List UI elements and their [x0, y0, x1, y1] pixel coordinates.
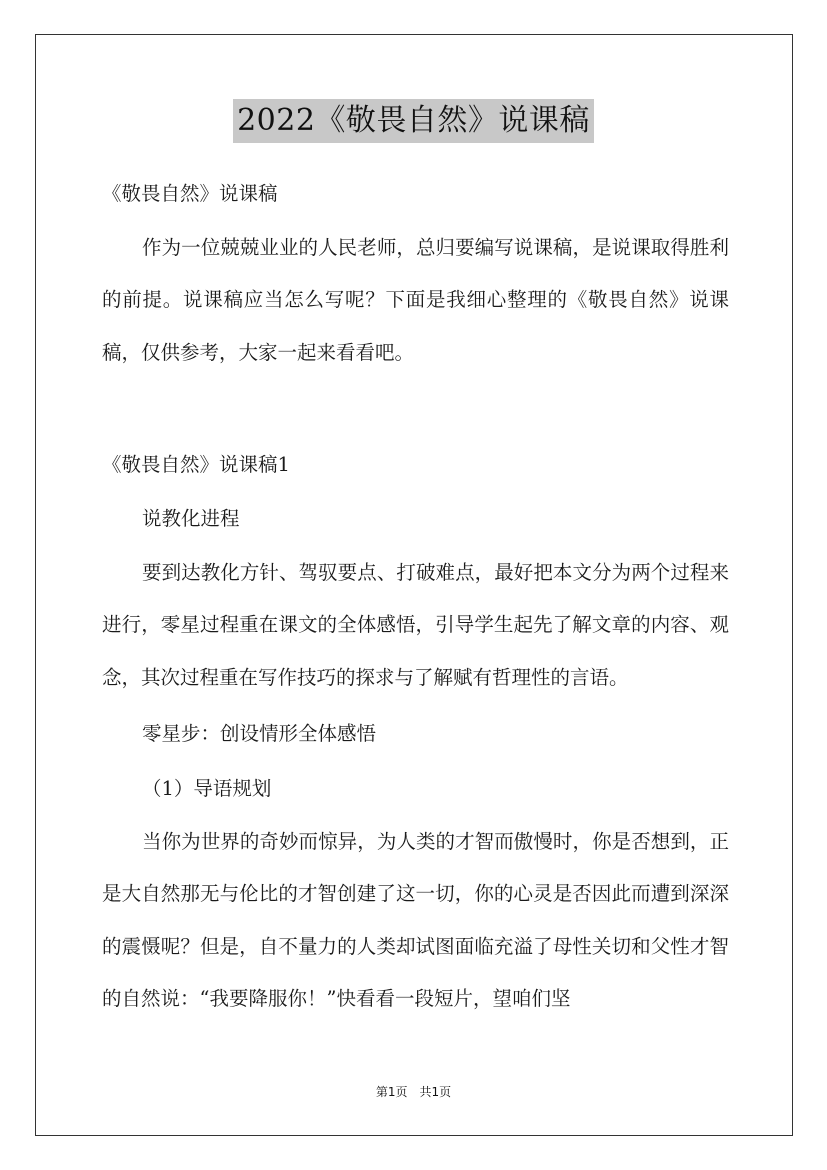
- document-subtitle: 《敬畏自然》说课稿: [102, 182, 278, 205]
- intro-design-paragraph: 当你为世界的奇妙而惊异，为人类的才智而傲慢时，你是否想到，正是大自然那无与伦比的才智创建了这一切，你的心灵是否因此而遭到深深的震慑呢？但是，自不量力的人类却试图面临充溢了母性关切和父性才智的自然说：“我要降服你！”快看看一段短片，望咱们坚: [102, 830, 729, 1010]
- page-footer: 第1页 共1页: [375, 1085, 452, 1099]
- title-container: [0, 99, 827, 143]
- section-heading: 《敬畏自然》说课稿1: [102, 453, 290, 476]
- step-one-heading: 零星步：创设情形全体感悟: [142, 722, 377, 745]
- document-title: 2022《敬畏自然》说课稿: [233, 99, 594, 143]
- intro-paragraph: 作为一位兢兢业业的人民老师，总归要编写说课稿，是说课取得胜利的前提。说课稿应当怎么写呢？下面是我细心整理的《敬畏自然》说课稿，仅供参考，大家一起来看看吧。: [102, 236, 729, 364]
- goal-paragraph: 要到达教化方针、驾驭要点、打破难点，最好把本文分为两个过程来进行，零星过程重在课文的全体感悟，引导学生起先了解文章的内容、观念，其次过程重在写作技巧的探求与了解赋有哲理性的言语。: [102, 561, 729, 689]
- subheading-teaching-process: 说教化进程: [142, 507, 240, 530]
- step-one-item: （1）导语规划: [142, 777, 272, 800]
